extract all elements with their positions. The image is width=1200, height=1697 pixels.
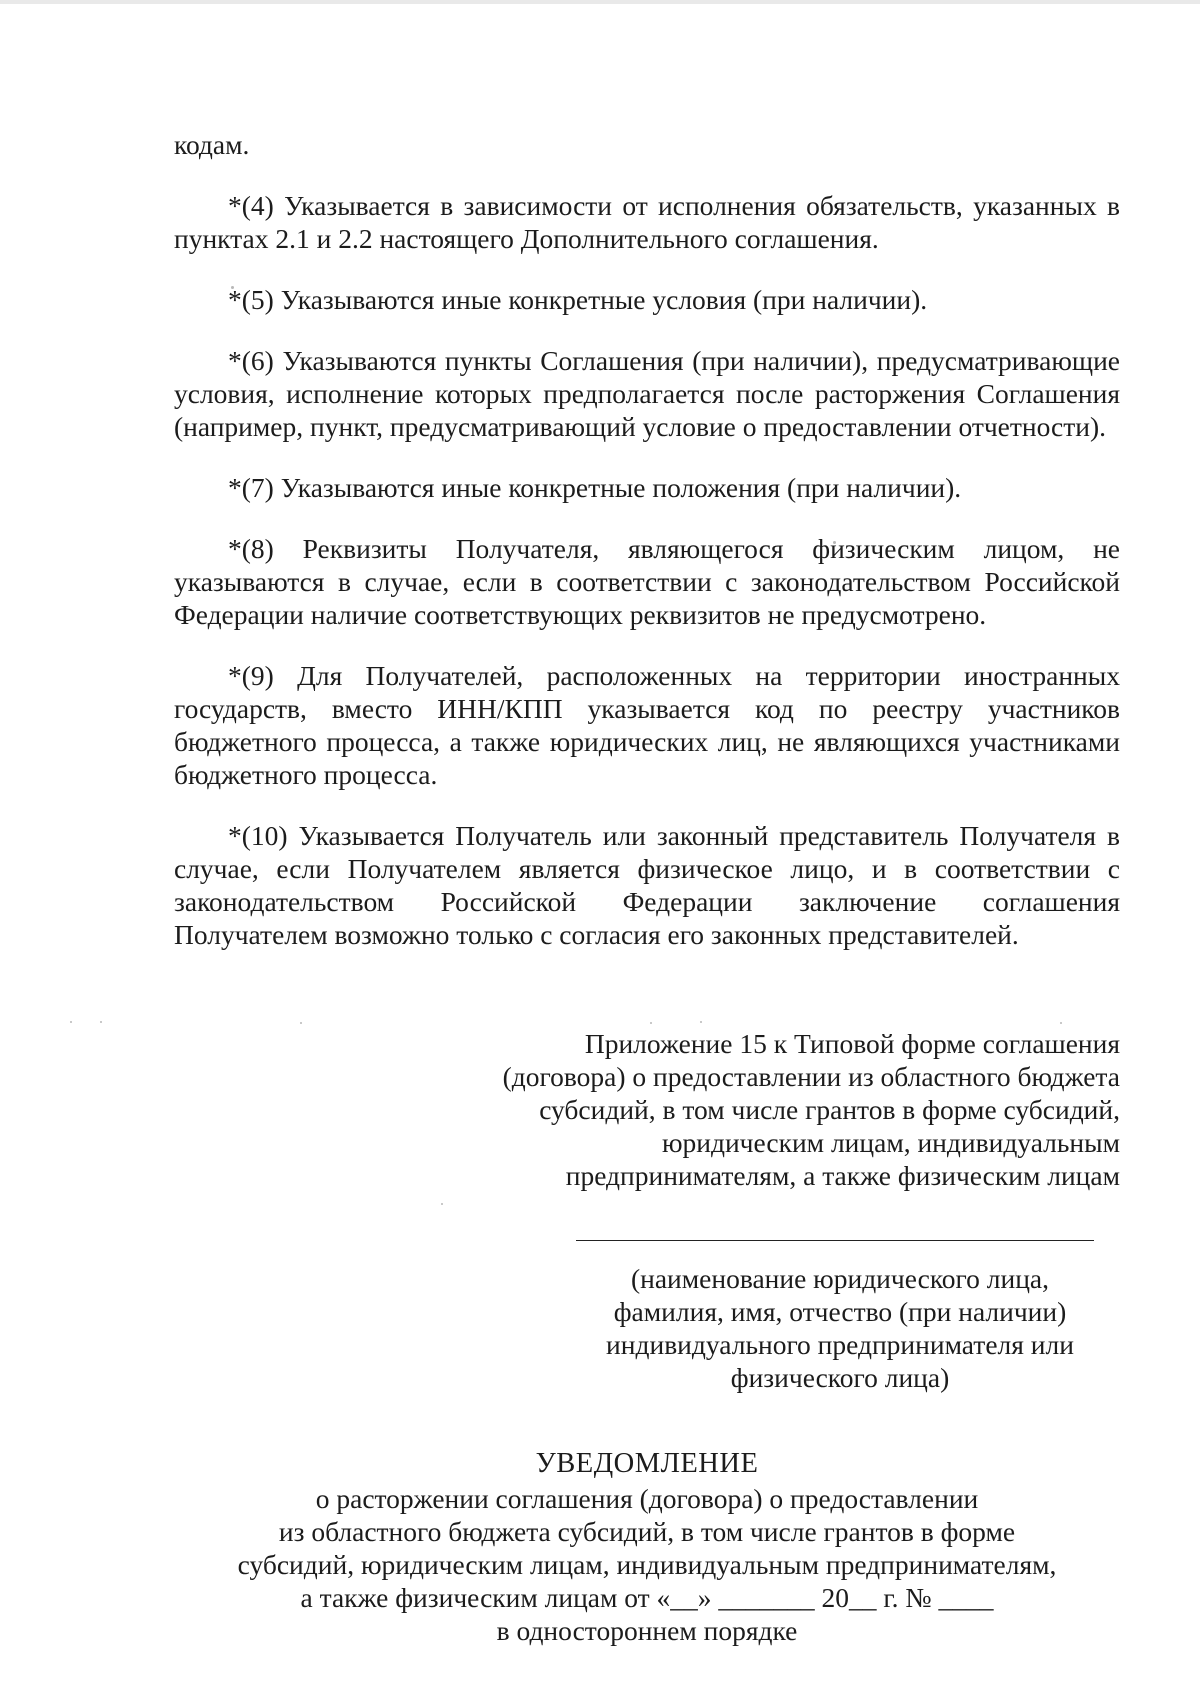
notice-date-number-line: а также физическим лицам от «__» _______ 20__ г. № ____	[300, 1582, 994, 1613]
footnote-4: *(4) Указывается в зависимости от исполнения обязательств, указанных в пунктах 2.1 и 2.2 настоящего Дополнительного соглашения.	[174, 190, 1120, 254]
appendix-line: субсидий, в том числе грантов в форме субсидий,	[539, 1094, 1120, 1125]
footnote-5: *(5) Указываются иные конкретные условия (при наличии).	[228, 284, 928, 315]
notice-subtitle-line: о расторжении соглашения (договора) о предоставлении	[315, 1483, 979, 1514]
footnotes-section	[174, 128, 1120, 979]
recipient-caption	[560, 1262, 1120, 1394]
footnote-9: *(9) Для Получателей, расположенных на территории иностранных государств, вместо ИНН/КПП указывается код по реестру участников бюджетного процесса, а также юридических лиц, не являющихся участниками бюджетного процесса.	[174, 660, 1120, 790]
footnote-10: *(10) Указывается Получатель или законный представитель Получателя в случае, если Получателем является физическое лицо, и в соответствии с законодательством Российской Федерации заключение соглашения Получателем возможно только с согласия его законных представителей.	[174, 820, 1120, 950]
caption-line: индивидуального предпринимателя или	[606, 1329, 1074, 1360]
recipient-name-blank-line	[576, 1240, 1094, 1241]
notice-subtitle-line: в одностороннем порядке	[496, 1615, 798, 1646]
footnote-8: *(8) Реквизиты Получателя, являющегося физическим лицом, не указываются в случае, если в соответствии с законодательством Российской Федерации наличие соответствующих реквизитов не предусмотрено.	[174, 533, 1120, 630]
scan-edge	[0, 0, 1200, 4]
caption-line: (наименование юридического лица,	[630, 1263, 1050, 1294]
caption-line: фамилия, имя, отчество (при наличии)	[613, 1296, 1067, 1327]
notice-subtitle-line: субсидий, юридическим лицам, индивидуальным предпринимателям,	[237, 1549, 1057, 1580]
footnote-6: *(6) Указываются пункты Соглашения (при наличии), предусматривающие условия, исполнение которых предполагается после расторжения Соглашения (например, пункт, предусматривающий условие о предоставлении отчетности).	[174, 345, 1120, 442]
footnote-continuation: кодам.	[174, 129, 250, 160]
appendix-heading	[420, 1027, 1120, 1192]
notice-title: УВЕДОМЛЕНИЕ	[535, 1448, 759, 1479]
footnote-7: *(7) Указываются иные конкретные положения (при наличии).	[228, 472, 962, 503]
notice-block	[174, 1447, 1120, 1647]
appendix-line: юридическим лицам, индивидуальным	[661, 1127, 1120, 1158]
appendix-line: предпринимателям, а также физическим лицам	[565, 1160, 1120, 1191]
appendix-line: Приложение 15 к Типовой форме соглашения	[584, 1028, 1120, 1059]
notice-subtitle-line: из областного бюджета субсидий, в том числе грантов в форме	[278, 1516, 1016, 1547]
caption-line: физического лица)	[730, 1362, 950, 1393]
appendix-line: (договора) о предоставлении из областного бюджета	[502, 1061, 1120, 1092]
